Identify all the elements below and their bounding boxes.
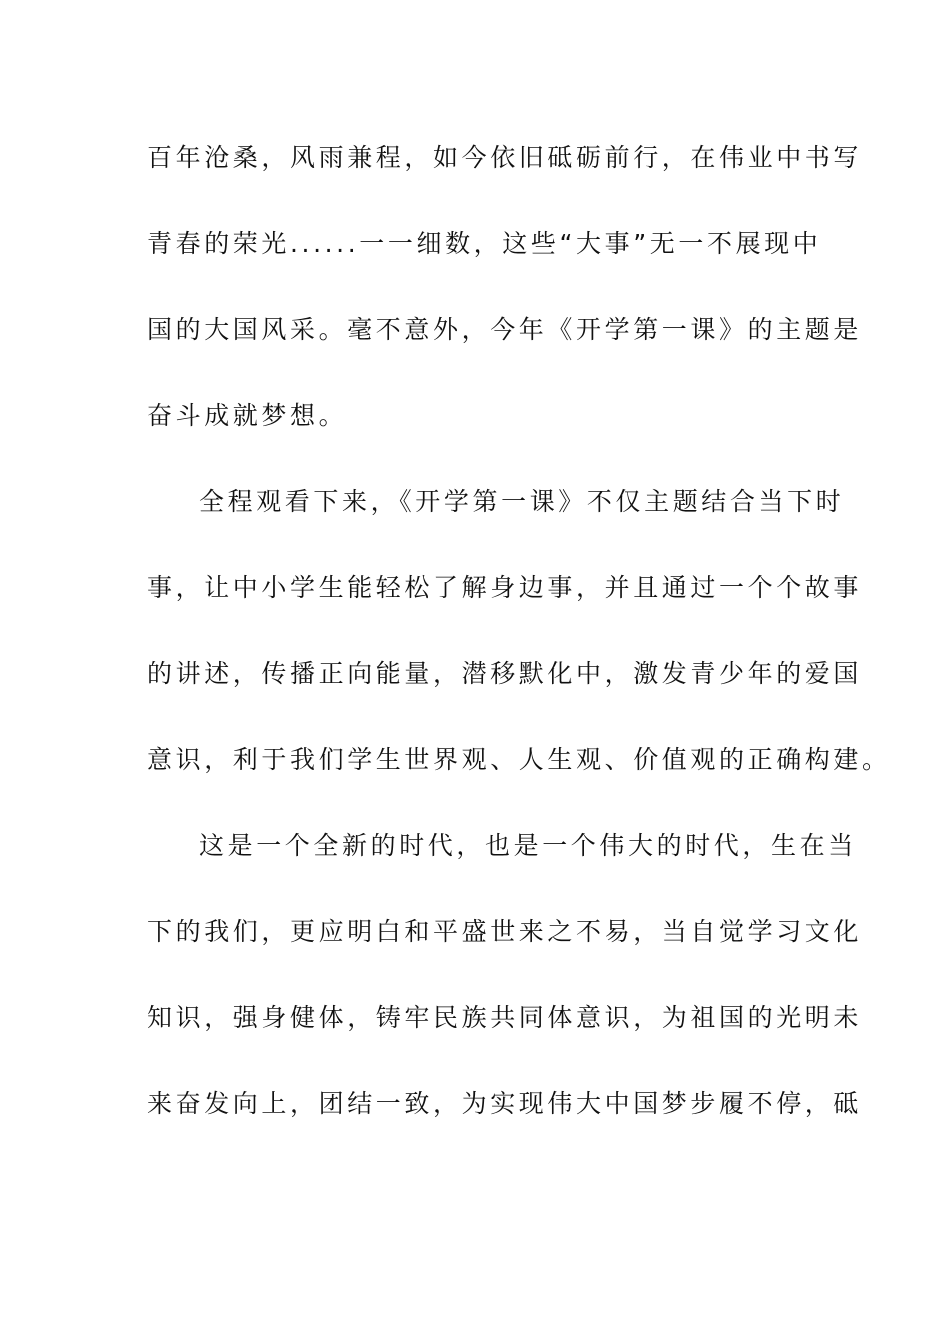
paragraph-1-line-3: 国的大国风采。毫不意外，今年《开学第一课》的主题是 bbox=[147, 315, 863, 344]
paragraph-3-line-1: 这是一个全新的时代，也是一个伟大的时代，生在当 bbox=[199, 831, 857, 860]
paragraph-1-line-4: 奋斗成就梦想。 bbox=[147, 401, 348, 430]
paragraph-1-line-2: 青春的荣光......一一细数，这些“大事”无一不展现中 bbox=[147, 229, 822, 258]
paragraph-3-line-3: 知识，强身健体，铸牢民族共同体意识，为祖国的光明未 bbox=[147, 1003, 863, 1032]
paragraph-2-line-1: 全程观看下来，《开学第一课》不仅主题结合当下时 bbox=[199, 487, 845, 516]
paragraph-2-line-3: 的讲述，传播正向能量，潜移默化中，激发青少年的爱国 bbox=[147, 659, 863, 688]
paragraph-2-line-4: 意识，利于我们学生世界观、人生观、价值观的正确构建。 bbox=[147, 745, 891, 774]
paragraph-1-line-1: 百年沧桑，风雨兼程，如今依旧砥砺前行，在伟业中书写 bbox=[147, 143, 863, 172]
paragraph-2-line-2: 事，让中小学生能轻松了解身边事，并且通过一个个故事 bbox=[147, 573, 863, 602]
paragraph-3-line-4: 来奋发向上，团结一致，为实现伟大中国梦步履不停，砥 bbox=[147, 1089, 863, 1118]
paragraph-3-line-2: 下的我们，更应明白和平盛世来之不易，当自觉学习文化 bbox=[147, 917, 863, 946]
